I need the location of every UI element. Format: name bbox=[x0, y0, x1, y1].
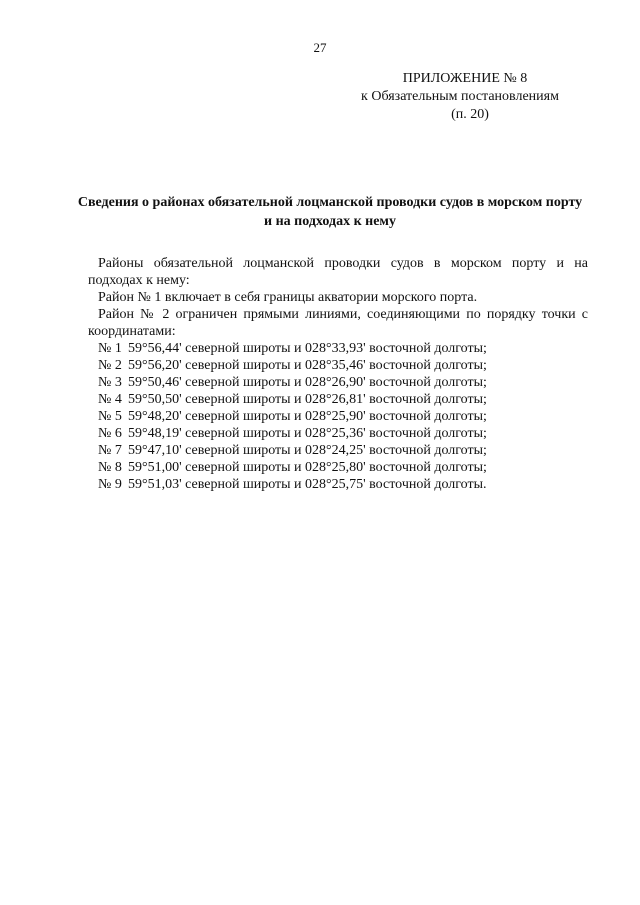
point-coordinates: 59°50,46' северной широты и 028°26,90' восточной долготы; bbox=[128, 375, 487, 390]
document-title-line2: и на подходах к нему bbox=[264, 214, 396, 229]
list-item bbox=[98, 425, 588, 442]
point-number: № 4 bbox=[98, 392, 122, 407]
page-number: 27 bbox=[313, 40, 327, 55]
area2-paragraph bbox=[88, 306, 588, 340]
area2-line2: координатами: bbox=[88, 324, 176, 339]
point-number: № 1 bbox=[98, 341, 122, 356]
coordinates-list bbox=[98, 340, 588, 493]
point-number: № 7 bbox=[98, 443, 122, 458]
point-coordinates: 59°48,19' северной широты и 028°25,36' восточной долготы; bbox=[128, 426, 487, 441]
list-item bbox=[98, 340, 588, 357]
list-item bbox=[98, 459, 588, 476]
point-coordinates: 59°50,50' северной широты и 028°26,81' восточной долготы; bbox=[128, 392, 487, 407]
point-coordinates: 59°56,44' северной широты и 028°33,93' восточной долготы; bbox=[128, 341, 487, 356]
appendix-clause: (п. 20) bbox=[451, 107, 489, 122]
document-title-line1: Сведения о районах обязательной лоцманской проводки судов в морском порту bbox=[77, 195, 583, 210]
point-coordinates: 59°48,20' северной широты и 028°25,90' восточной долготы; bbox=[128, 409, 487, 424]
list-item bbox=[98, 374, 588, 391]
area2-line1: Район № 2 ограничен прямыми линиями, соединяющими по порядку точки с bbox=[98, 307, 588, 322]
point-number: № 6 bbox=[98, 426, 122, 441]
appendix-header bbox=[330, 70, 590, 124]
intro-line1: Районы обязательной лоцманской проводки судов в морском порту и на bbox=[98, 256, 588, 271]
point-number: № 9 bbox=[98, 477, 122, 492]
point-coordinates: 59°51,00' северной широты и 028°25,80' восточной долготы; bbox=[128, 460, 487, 475]
appendix-reference: к Обязательным постановлениям bbox=[361, 89, 559, 104]
point-number: № 3 bbox=[98, 375, 122, 390]
point-number: № 8 bbox=[98, 460, 122, 475]
point-number: № 5 bbox=[98, 409, 122, 424]
point-number: № 2 bbox=[98, 358, 122, 373]
point-coordinates: 59°47,10' северной широты и 028°24,25' восточной долготы; bbox=[128, 443, 487, 458]
appendix-title: ПРИЛОЖЕНИЕ № 8 bbox=[402, 71, 528, 86]
document-title bbox=[60, 193, 600, 231]
area1-paragraph: Район № 1 включает в себя границы акватории морского порта. bbox=[98, 290, 478, 305]
point-coordinates: 59°51,03' северной широты и 028°25,75' восточной долготы. bbox=[128, 477, 487, 492]
intro-paragraph bbox=[88, 255, 588, 289]
document-body bbox=[88, 255, 588, 493]
list-item bbox=[98, 391, 588, 408]
list-item bbox=[98, 442, 588, 459]
list-item bbox=[98, 476, 588, 493]
point-coordinates: 59°56,20' северной широты и 028°35,46' восточной долготы; bbox=[128, 358, 487, 373]
intro-line2: подходах к нему: bbox=[88, 273, 190, 288]
list-item bbox=[98, 408, 588, 425]
list-item bbox=[98, 357, 588, 374]
